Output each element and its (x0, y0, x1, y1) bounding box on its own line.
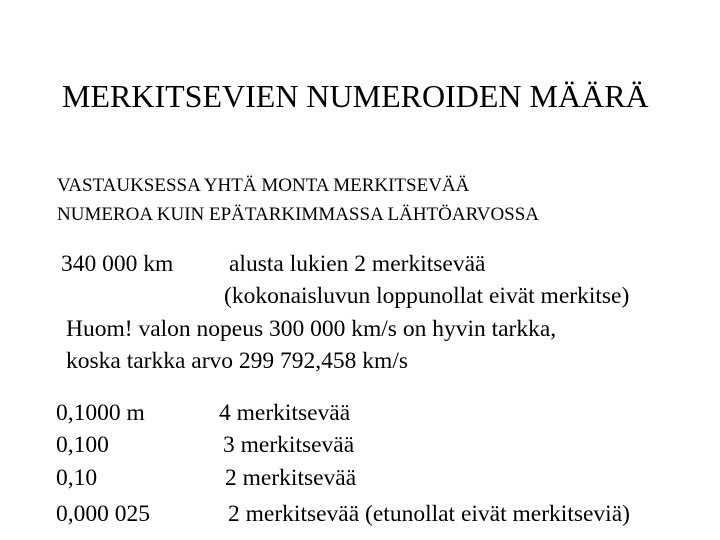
row-1-value: 0,1000 m (56, 400, 145, 426)
slide-title: MERKITSEVIEN NUMEROIDEN MÄÄRÄ (62, 78, 649, 114)
subtitle-line-2: NUMEROA KUIN EPÄTARKIMMASSA LÄHTÖARVOSSA (57, 204, 540, 225)
note-line-2: koska tarkka arvo 299 792,458 km/s (66, 348, 409, 374)
row-2-value: 0,100 (56, 432, 109, 458)
subtitle-line-1: VASTAUKSESSA YHTÄ MONTA MERKITSEVÄÄ (57, 175, 470, 196)
example-desc-line-2: (kokonaisluvun loppunollat eivät merkitse) (224, 283, 630, 309)
example-desc-line-1: alusta lukien 2 merkitsevää (229, 251, 486, 277)
row-4-count: 2 merkitsevää (etunollat eivät merkitseviä) (228, 501, 630, 527)
row-3-count: 2 merkitsevää (225, 465, 357, 491)
row-1-count: 4 merkitsevää (219, 400, 351, 426)
row-3-value: 0,10 (56, 465, 98, 491)
example-value: 340 000 km (61, 251, 174, 277)
note-line-1: Huom! valon nopeus 300 000 km/s on hyvin tarkka, (66, 316, 557, 342)
row-2-count: 3 merkitsevää (223, 432, 355, 458)
row-4-value: 0,000 025 (56, 501, 150, 527)
